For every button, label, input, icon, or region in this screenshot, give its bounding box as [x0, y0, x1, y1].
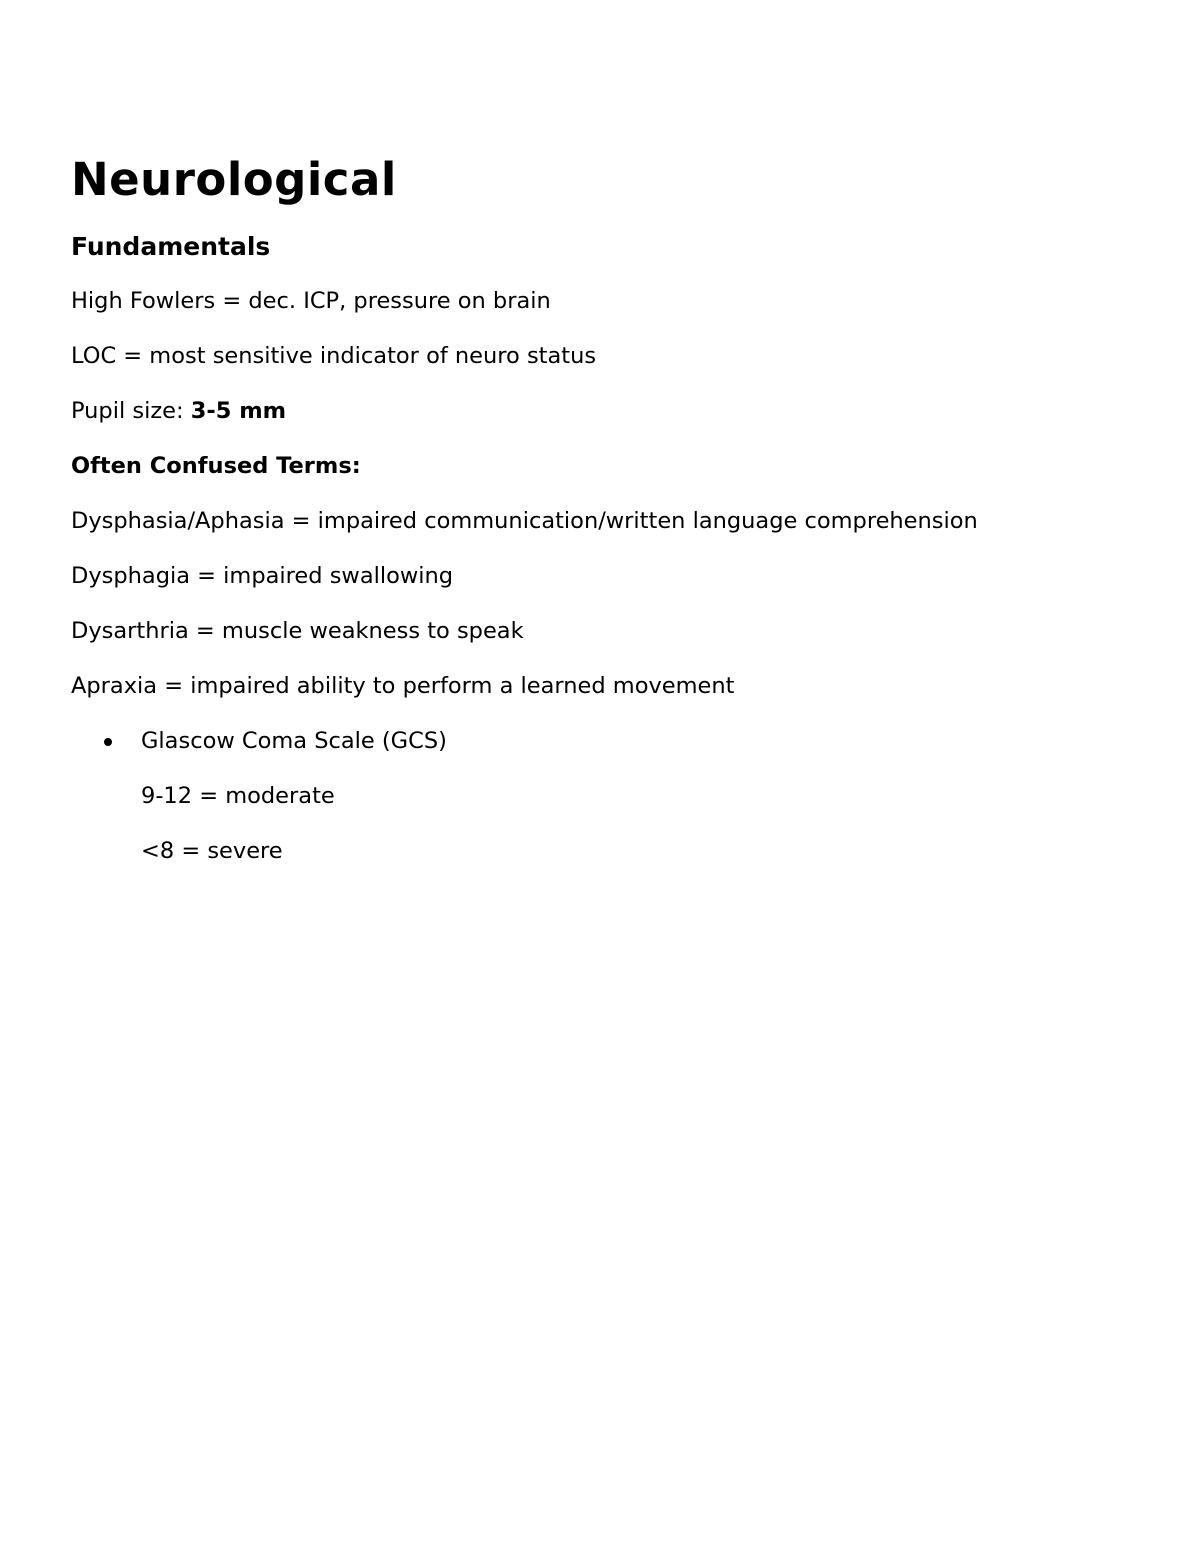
term-apraxia: Apraxia = impaired ability to perform a learned movement [71, 673, 735, 699]
gcs-moderate: 9-12 = moderate [141, 783, 335, 809]
bullet-gcs-label: Glascow Coma Scale (GCS) [141, 728, 447, 754]
fact-pupil-size [71, 396, 1131, 426]
section-heading-fundamentals: Fundamentals [71, 232, 271, 261]
term-dysarthria: Dysarthria = muscle weakness to speak [71, 618, 524, 644]
fact-high-fowlers: High Fowlers = dec. ICP, pressure on brain [71, 288, 551, 314]
pupil-size-label: Pupil size: [71, 398, 191, 424]
gcs-severe: <8 = severe [141, 838, 283, 864]
page-title: Neurological [71, 153, 397, 206]
bullet-gcs [71, 726, 1131, 756]
pupil-size-value: 3-5 mm [190, 398, 287, 424]
term-dysphasia: Dysphasia/Aphasia = impaired communication/written language comprehension [71, 508, 978, 534]
document-body [71, 150, 1131, 866]
fact-loc: LOC = most sensitive indicator of neuro status [71, 343, 597, 369]
bullet-dot-icon [104, 738, 112, 746]
term-dysphagia: Dysphagia = impaired swallowing [71, 563, 454, 589]
section-heading-confused-terms: Often Confused Terms: [71, 453, 361, 479]
